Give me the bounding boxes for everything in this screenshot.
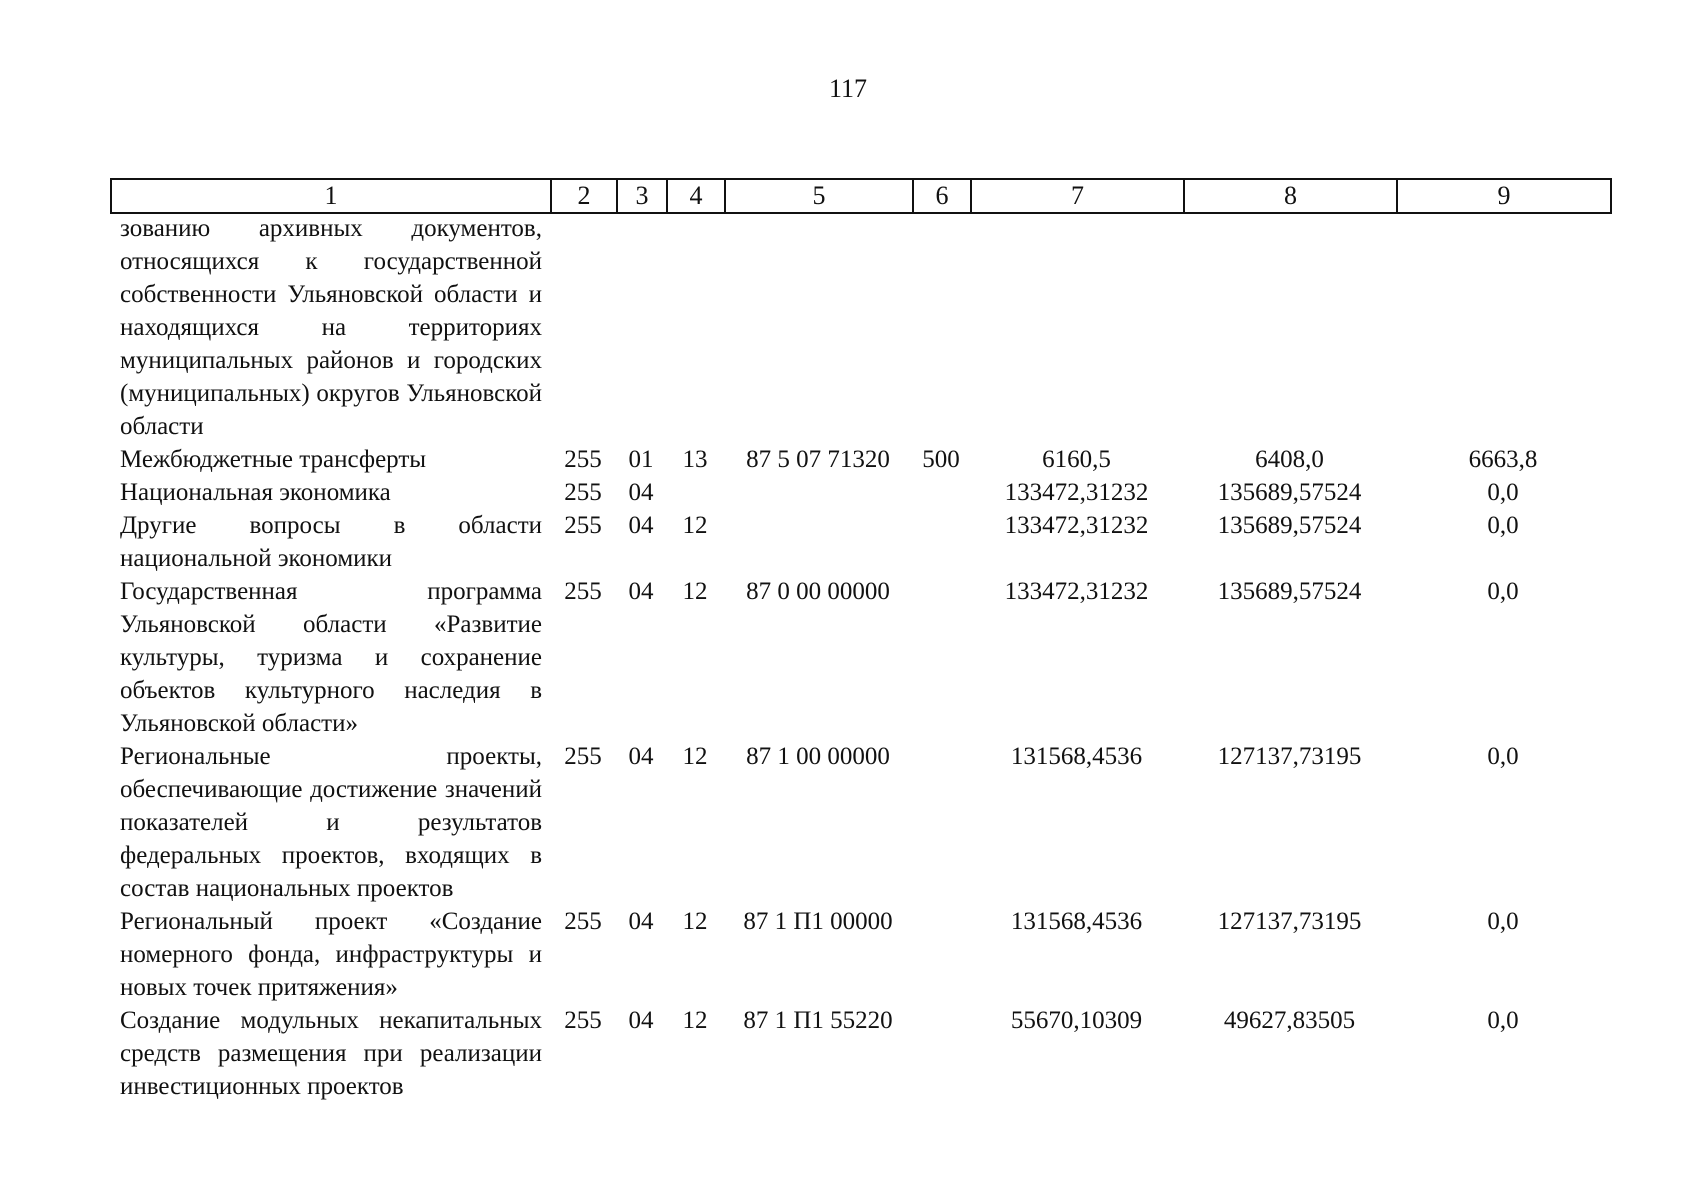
row-col-8: 49627,83505 bbox=[1223, 1007, 1356, 1034]
table-row bbox=[110, 740, 1610, 905]
row-col-5: 87 1 П1 00000 bbox=[743, 908, 893, 935]
row-col-2: 255 bbox=[564, 1007, 602, 1034]
row-col-3: 04 bbox=[628, 578, 654, 605]
row-col-6 bbox=[912, 905, 970, 1004]
row-col-4: 12 bbox=[682, 512, 708, 539]
row-col-6 bbox=[912, 1004, 970, 1103]
row-col-4 bbox=[666, 212, 724, 443]
row-col-9: 0,0 bbox=[1487, 908, 1519, 935]
row-col-9: 0,0 bbox=[1487, 479, 1519, 506]
row-description: Межбюджетные трансферты bbox=[120, 446, 427, 473]
row-col-7: 133472,31232 bbox=[1004, 512, 1149, 539]
row-col-6 bbox=[912, 575, 970, 740]
row-col-6: 500 bbox=[922, 446, 960, 473]
row-col-6 bbox=[912, 740, 970, 905]
table-row bbox=[110, 905, 1610, 1004]
row-col-4 bbox=[666, 476, 724, 509]
header-col-7: 7 bbox=[971, 179, 1184, 213]
row-description: Другие вопросы в области национальной экономики bbox=[120, 512, 542, 572]
row-col-7: 55670,10309 bbox=[1010, 1007, 1143, 1034]
header-col-4: 4 bbox=[667, 179, 725, 213]
row-description: Национальная экономика bbox=[120, 479, 391, 506]
row-col-2: 255 bbox=[564, 446, 602, 473]
row-col-4: 12 bbox=[682, 1007, 708, 1034]
row-col-8: 127137,73195 bbox=[1217, 908, 1362, 935]
row-col-8: 127137,73195 bbox=[1217, 743, 1362, 770]
header-col-1: 1 bbox=[111, 179, 551, 213]
row-col-9: 6663,8 bbox=[1468, 446, 1538, 473]
row-col-8: 135689,57524 bbox=[1217, 578, 1362, 605]
row-col-6 bbox=[912, 212, 970, 443]
row-col-9: 0,0 bbox=[1487, 578, 1519, 605]
row-col-9: 0,0 bbox=[1487, 1007, 1519, 1034]
page-number: 117 bbox=[828, 74, 868, 103]
row-col-2: 255 bbox=[564, 479, 602, 506]
row-col-8: 135689,57524 bbox=[1217, 512, 1362, 539]
row-col-4: 12 bbox=[682, 743, 708, 770]
table-row bbox=[110, 443, 1610, 476]
row-description: Государственная программа Ульяновской области «Развитие культуры, туризма и сохранение объектов культурного наследия в Ульяновской области» bbox=[120, 578, 542, 737]
row-col-2 bbox=[550, 212, 616, 443]
row-col-3: 04 bbox=[628, 479, 654, 506]
row-col-5 bbox=[724, 476, 912, 509]
row-col-2: 255 bbox=[564, 578, 602, 605]
row-col-9 bbox=[1396, 212, 1610, 443]
row-col-7: 133472,31232 bbox=[1004, 479, 1149, 506]
row-col-8 bbox=[1183, 212, 1396, 443]
header-col-6: 6 bbox=[913, 179, 971, 213]
row-col-4: 12 bbox=[682, 908, 708, 935]
row-col-5: 87 1 П1 55220 bbox=[743, 1007, 893, 1034]
row-col-3: 04 bbox=[628, 1007, 654, 1034]
row-col-5 bbox=[724, 509, 912, 575]
row-col-4: 13 bbox=[682, 446, 708, 473]
row-col-8: 6408,0 bbox=[1255, 446, 1324, 473]
row-col-7 bbox=[970, 212, 1183, 443]
row-col-2: 255 bbox=[564, 743, 602, 770]
row-col-4: 12 bbox=[682, 578, 708, 605]
header-col-2: 2 bbox=[551, 179, 617, 213]
row-col-3: 04 bbox=[628, 908, 654, 935]
row-col-3 bbox=[616, 212, 666, 443]
table-row bbox=[110, 509, 1610, 575]
row-description: Создание модульных некапитальных средств размещения при реализации инвестиционных проектов bbox=[120, 1007, 542, 1100]
row-col-7: 131568,4536 bbox=[1010, 908, 1143, 935]
row-col-9: 0,0 bbox=[1487, 743, 1519, 770]
header-col-8: 8 bbox=[1184, 179, 1397, 213]
row-col-8: 135689,57524 bbox=[1217, 479, 1362, 506]
table-row bbox=[110, 1004, 1610, 1103]
row-col-5 bbox=[724, 212, 912, 443]
row-col-6 bbox=[912, 476, 970, 509]
header-col-3: 3 bbox=[617, 179, 667, 213]
row-col-3: 04 bbox=[628, 743, 654, 770]
table-row bbox=[110, 476, 1610, 509]
row-col-2: 255 bbox=[564, 908, 602, 935]
row-col-9: 0,0 bbox=[1487, 512, 1519, 539]
row-description: Региональный проект «Создание номерного фонда, инфраструктуры и новых точек притяжения» bbox=[120, 908, 542, 1001]
row-col-5: 87 1 00 00000 bbox=[746, 743, 890, 770]
row-description: зованию архивных документов, относящихся к государственной собственности Ульяновской области и находящихся на территориях муниципальных районов и городских (муниципальных) округов Ульяновской области bbox=[120, 215, 542, 440]
row-col-5: 87 0 00 00000 bbox=[746, 578, 890, 605]
row-col-5: 87 5 07 71320 bbox=[746, 446, 890, 473]
budget-table bbox=[110, 212, 1610, 1103]
row-col-2: 255 bbox=[564, 512, 602, 539]
row-col-3: 04 bbox=[628, 512, 654, 539]
row-col-3: 01 bbox=[628, 446, 654, 473]
table-row bbox=[110, 575, 1610, 740]
header-row bbox=[111, 179, 1611, 213]
row-col-7: 6160,5 bbox=[1042, 446, 1111, 473]
table-header bbox=[110, 178, 1612, 214]
row-description: Региональные проекты, обеспечивающие достижение значений показателей и результатов федеральных проектов, входящих в состав национальных проектов bbox=[120, 743, 542, 902]
header-col-9: 9 bbox=[1397, 179, 1611, 213]
header-col-5: 5 bbox=[725, 179, 913, 213]
row-col-6 bbox=[912, 509, 970, 575]
table-row bbox=[110, 212, 1610, 443]
row-col-7: 133472,31232 bbox=[1004, 578, 1149, 605]
row-col-7: 131568,4536 bbox=[1010, 743, 1143, 770]
